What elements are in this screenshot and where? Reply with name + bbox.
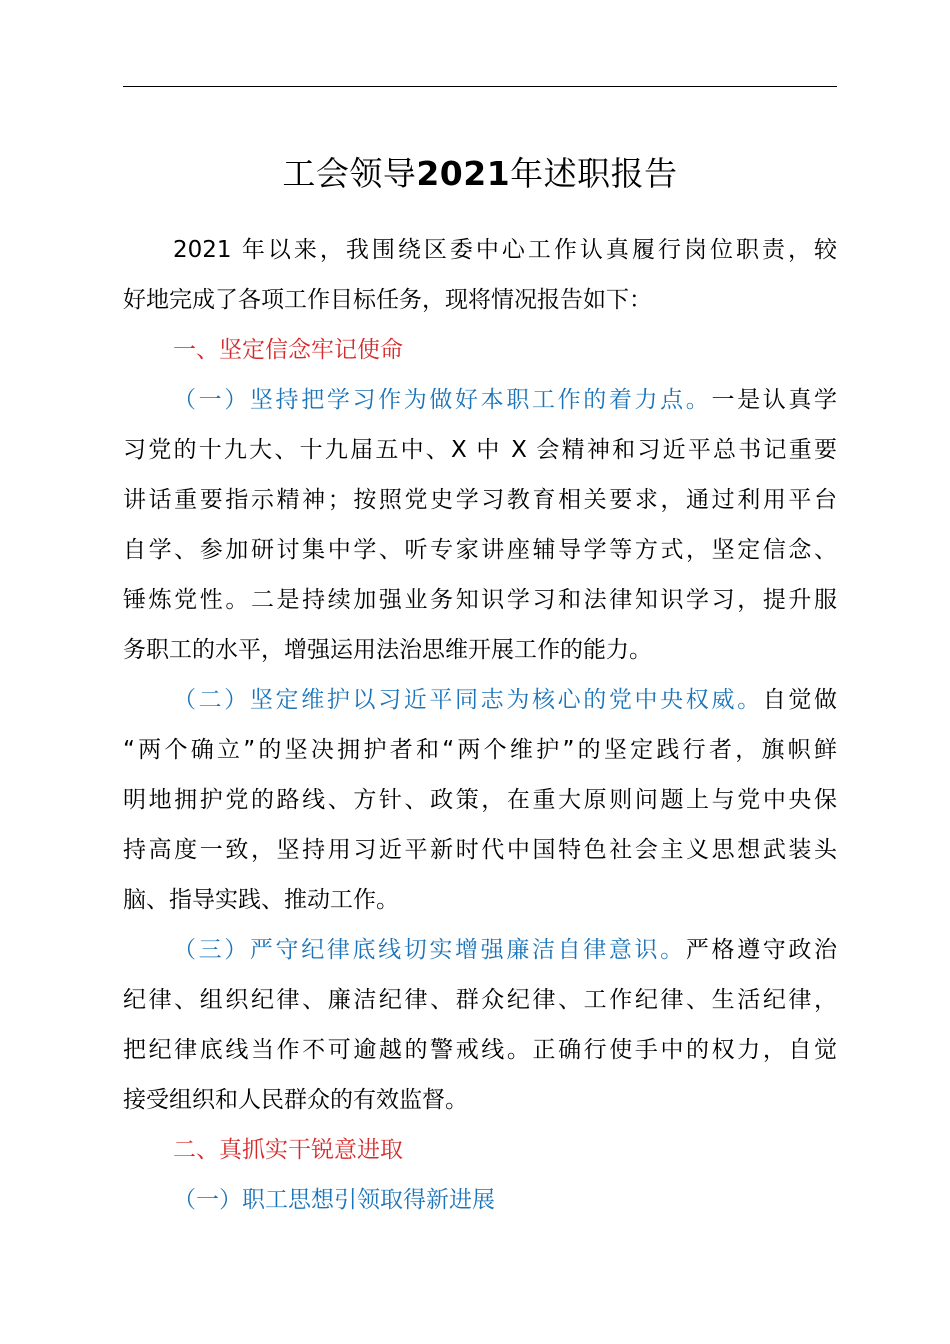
s1-item1-line: 务职工的水平，增强运用法治思维开展工作的能力。: [123, 637, 652, 663]
s1-item3-line: 把纪律底线当作不可逾越的警戒线。正确行使手中的权力，自觉: [123, 1037, 837, 1063]
section2-heading: 二、真抓实干锐意进取: [173, 1137, 403, 1163]
s1-item2-first-line: [123, 675, 837, 725]
s1-item3-line: 纪律、组织纪律、廉洁纪律、群众纪律、工作纪律、生活纪律，: [123, 987, 837, 1013]
s1-item1-line: 习党的十九大、十九届五中、X 中 X 会精神和习近平总书记重要: [123, 437, 837, 463]
s1-item2-lead: （二）坚定维护以习近平同志为核心的党中央权威。: [173, 687, 763, 713]
s1-item2-line: 持高度一致，坚持用习近平新时代中国特色社会主义思想武装头: [123, 837, 837, 863]
title-year: 2021: [416, 154, 511, 193]
header-rule: [123, 86, 837, 87]
s1-item1-line: 锤炼党性。二是持续加强业务知识学习和法律知识学习，提升服: [123, 587, 837, 613]
s2-item1-first-line: [123, 1175, 837, 1225]
document-body: [123, 225, 837, 1225]
section1-heading: 一、坚定信念牢记使命: [173, 337, 403, 363]
title-suffix: 年述职报告: [510, 154, 678, 193]
title-prefix: 工会领导: [282, 154, 417, 193]
s1-item3-first-rest: 严格遵守政治: [685, 937, 838, 963]
s1-item3-line: 接受组织和人民群众的有效监督。: [123, 1087, 468, 1113]
s2-item1-lead: （一）职工思想引领取得新进展: [173, 1187, 495, 1213]
document-title: [123, 150, 837, 198]
intro-line-2: 好地完成了各项工作目标任务，现将情况报告如下：: [123, 287, 652, 313]
s1-item2-line: “两个确立”的坚决拥护者和“两个维护”的坚定践行者，旗帜鲜: [123, 737, 837, 763]
s1-item2-first-rest: 自觉做: [762, 687, 838, 713]
s1-item2-line: 明地拥护党的路线、方针、政策，在重大原则问题上与党中央保: [123, 787, 837, 813]
s1-item1-lead: （一）坚持把学习作为做好本职工作的着力点。: [173, 387, 712, 413]
s1-item1-line: 自学、参加研讨集中学、听专家讲座辅导学等方式，坚定信念、: [123, 537, 837, 563]
intro-line-1: 2021 年以来，我围绕区委中心工作认真履行岗位职责，较: [173, 237, 837, 263]
s1-item1-first-rest: 一是认真学: [711, 387, 838, 413]
s1-item3-lead: （三）严守纪律底线切实增强廉洁自律意识。: [173, 937, 686, 963]
s1-item1-line: 讲话重要指示精神；按照党史学习教育相关要求，通过利用平台: [123, 487, 837, 513]
s1-item1-first-line: [123, 375, 837, 425]
s1-item2-line: 脑、指导实践、推动工作。: [123, 887, 399, 913]
s1-item3-first-line: [123, 925, 837, 975]
